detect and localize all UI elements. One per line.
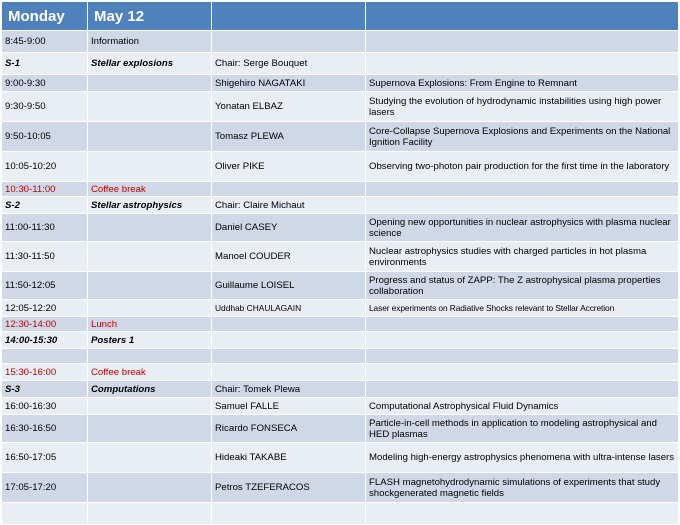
title-cell: FLASH magnetohydrodynamic simulations of experiments that study shockgenerated magnetic fields [366,473,679,503]
title-cell [366,364,679,381]
break-label: Lunch [88,317,212,332]
title-cell: Particle-in-cell methods in application to modeling astrophysical and HED plasmas [366,415,679,443]
chair-cell: Chair: Tomek Plewa [212,381,366,398]
table-row [2,473,679,503]
time-cell: 9:00-9:30 [2,75,88,92]
speaker-cell: Uddhab CHAULAGAIN [212,300,366,317]
title-cell [366,197,679,214]
speaker-cell [212,182,366,197]
chair-cell: Chair: Claire Michaut [212,197,366,214]
title-cell: Opening new opportunities in nuclear astrophysics with plasma nuclear science [366,214,679,242]
title-cell: Core-Collapse Supernova Explosions and Experiments on the National Ignition Facility [366,122,679,152]
time-cell: 15:30-16:00 [2,364,88,381]
session-name: Posters 1 [88,332,212,349]
session-cell [88,92,212,122]
speaker-cell: Samuel FALLE [212,398,366,415]
title-cell: Observing two-photon pair production for the first time in the laboratory [366,152,679,182]
time-cell: 9:50-10:05 [2,122,88,152]
session-name: Stellar explosions [88,53,212,75]
session-cell [88,242,212,272]
table-row [2,398,679,415]
time-cell: 14:00-15:30 [2,332,88,349]
time-cell: 12:05-12:20 [2,300,88,317]
title-cell [366,349,679,364]
date-header: May 12 [88,2,212,31]
speaker-cell [212,349,366,364]
break-label: Coffee break [88,182,212,197]
time-cell: 11:00-11:30 [2,214,88,242]
session-cell [88,75,212,92]
schedule-table [1,1,679,525]
table-row [2,415,679,443]
speaker-cell: Ricardo FONSECA [212,415,366,443]
header-row [2,2,679,31]
session-code: S-2 [2,197,88,214]
session-code: S-3 [2,381,88,398]
table-row [2,364,679,381]
title-cell [366,332,679,349]
time-cell: 17:05-17:20 [2,473,88,503]
table-row [2,332,679,349]
time-cell: 16:00-16:30 [2,398,88,415]
table-row [2,317,679,332]
title-cell: Laser experiments on Radiative Shocks relevant to Stellar Accretion [366,300,679,317]
header-blank [212,2,366,31]
session-name: Computations [88,381,212,398]
title-cell: Progress and status of ZAPP: The Z astrophysical plasma properties collaboration [366,272,679,300]
session-cell [88,503,212,525]
table-row [2,381,679,398]
session-name: Stellar astrophysics [88,197,212,214]
table-row [2,349,679,364]
session-code: S-1 [2,53,88,75]
table-row [2,197,679,214]
title-cell [366,381,679,398]
speaker-cell: Shigehiro NAGATAKI [212,75,366,92]
table-row [2,242,679,272]
title-cell: Supernova Explosions: From Engine to Remnant [366,75,679,92]
table-row [2,300,679,317]
speaker-cell [212,364,366,381]
session-cell [88,122,212,152]
title-cell: Modeling high-energy astrophysics phenomena with ultra-intense lasers [366,443,679,473]
title-cell [366,503,679,525]
session-cell [88,415,212,443]
speaker-cell [212,317,366,332]
title-cell: Nuclear astrophysics studies with charged particles in hot plasma environments [366,242,679,272]
time-cell [2,503,88,525]
title-cell: Studying the evolution of hydrodynamic instabilities using high power lasers [366,92,679,122]
speaker-cell: Oliver PIKE [212,152,366,182]
time-cell: 11:50-12:05 [2,272,88,300]
session-cell [88,443,212,473]
table-row [2,122,679,152]
time-cell: 16:30-16:50 [2,415,88,443]
break-label: Coffee break [88,364,212,381]
session-cell [88,473,212,503]
time-cell [2,349,88,364]
time-cell: 10:05-10:20 [2,152,88,182]
speaker-cell: Guillaume LOISEL [212,272,366,300]
session-cell [88,398,212,415]
day-header: Monday [2,2,88,31]
time-cell: 9:30-9:50 [2,92,88,122]
speaker-cell [212,503,366,525]
table-row [2,443,679,473]
chair-cell: Chair: Serge Bouquet [212,53,366,75]
session-cell [88,272,212,300]
speaker-cell: Daniel CASEY [212,214,366,242]
speaker-cell: Manoel COUDER [212,242,366,272]
title-cell [366,182,679,197]
time-cell: 16:50-17:05 [2,443,88,473]
title-cell [366,53,679,75]
table-row [2,152,679,182]
header-blank [366,2,679,31]
time-cell: 11:30-11:50 [2,242,88,272]
table-row [2,182,679,197]
speaker-cell [212,31,366,53]
time-cell: 10:30-11:00 [2,182,88,197]
table-row [2,272,679,300]
table-row [2,75,679,92]
table-row [2,214,679,242]
session-cell [88,300,212,317]
time-cell: 12:30-14:00 [2,317,88,332]
table-row [2,53,679,75]
session-cell: Information [88,31,212,53]
speaker-cell: Petros TZEFERACOS [212,473,366,503]
time-cell: 8:45-9:00 [2,31,88,53]
session-cell [88,349,212,364]
speaker-cell [212,332,366,349]
title-cell [366,317,679,332]
session-cell [88,152,212,182]
table-row [2,31,679,53]
table-row [2,92,679,122]
title-cell: Computational Astrophysical Fluid Dynamics [366,398,679,415]
speaker-cell: Tomasz PLEWA [212,122,366,152]
speaker-cell: Yonatan ELBAZ [212,92,366,122]
title-cell [366,31,679,53]
speaker-cell: Hideaki TAKABE [212,443,366,473]
session-cell [88,214,212,242]
table-row [2,503,679,525]
